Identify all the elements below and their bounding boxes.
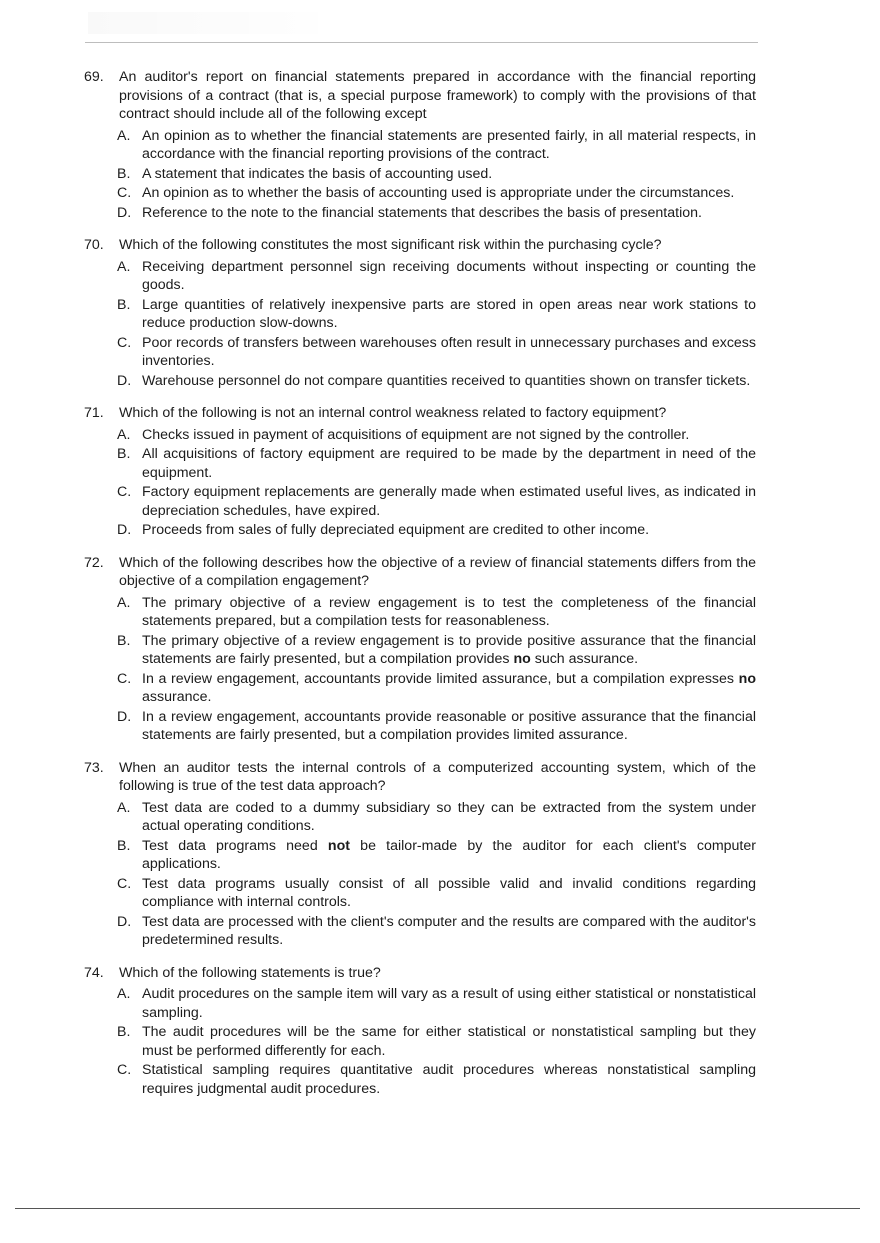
question-number: 74. [84,964,104,981]
option-text: Receiving department personnel sign receiving documents without inspecting or counting the goods. [142,258,756,293]
option-letter: D. [117,522,132,538]
option-a [117,985,756,1022]
option-text: Test data programs usually consist of all possible valid and invalid conditions regarding compliance with internal controls. [142,875,756,910]
option-a [117,258,756,295]
option-letter: A. [117,258,131,275]
option-letter: A. [117,426,131,443]
option-text: The primary objective of a review engagement is to test the completeness of the financial statements prepared, but a compilation tests for reasonableness. [142,594,756,629]
question-71 [84,404,756,540]
option-b [117,632,756,669]
option-text: Proceeds from sales of fully depreciated equipment are credited to other income. [142,522,650,538]
question-number: 73. [84,759,104,776]
option-letter: C. [117,670,132,687]
option-a [117,799,756,836]
option-text: All acquisitions of factory equipment are required to be made by the department in need of the equipment. [142,446,756,481]
option-b [117,296,756,333]
option-text: Checks issued in payment of acquisitions of equipment are not signed by the controller. [142,426,690,443]
option-text: Test data are coded to a dummy subsidiary so they can be extracted from the system under actual operating conditions. [142,799,756,834]
option-d [117,913,756,950]
question-stem: Which of the following constitutes the most significant risk within the purchasing cycle? [119,237,662,253]
option-c [117,875,756,912]
question-74 [84,964,756,1099]
option-letter: D. [117,913,132,930]
question-70 [84,236,756,390]
emphasis-word: not [327,837,350,854]
option-letter: D. [117,204,132,221]
option-letter: C. [117,875,132,892]
option-c [117,334,756,371]
option-b [117,837,756,874]
option-b [117,445,756,482]
header-rule [85,42,758,43]
option-letter: B. [117,1024,131,1040]
emphasis-word: no [513,651,531,667]
option-letter: B. [117,837,131,854]
option-text-part: The primary objective of a review engagement is to provide positive assurance that the financial statements are fairly presented, but a compilation provides [142,632,756,667]
option-a [117,127,756,164]
option-text: Statistical sampling requires quantitative audit procedures whereas nonstatistical sampling requires judgmental audit procedures. [142,1062,756,1097]
option-letter: B. [117,165,131,182]
option-letter: A. [117,594,131,611]
option-letter: D. [117,708,132,725]
question-69 [84,68,756,222]
option-letter: C. [117,484,132,500]
option-letter: C. [117,185,132,201]
emphasis-word: no [738,670,756,687]
option-a [117,594,756,631]
option-text: Reference to the note to the financial statements that describes the basis of presentation. [142,204,702,221]
option-text: The audit procedures will be the same for either statistical or nonstatistical sampling but they must be performed differently for each. [142,1024,756,1059]
option-d [117,521,756,540]
option-letter: A. [117,799,131,816]
footer-rule [15,1208,860,1209]
question-stem: An auditor's report on financial statements prepared in accordance with the financial reporting provisions of a contract (that is, a special purpose framework) to comply with the provisions of that contract should include all of the following except [119,69,756,122]
option-text: Poor records of transfers between warehouses often result in unnecessary purchases and excess inventories. [142,334,756,369]
option-text: Factory equipment replacements are generally made when estimated useful lives, as indicated in depreciation schedules, have expired. [142,484,756,519]
option-letter: A. [117,127,131,144]
option-text-part: assurance. [142,689,212,705]
question-number: 69. [84,69,104,85]
question-stem: Which of the following statements is true? [119,964,381,981]
option-text: A statement that indicates the basis of accounting used. [142,165,493,182]
option-text-part: such assurance. [530,651,639,667]
question-stem: Which of the following is not an internal control weakness related to factory equipment? [119,405,667,421]
option-letter: A. [117,986,131,1002]
option-text: Audit procedures on the sample item will vary as a result of using either statistical or nonstatistical sampling. [142,986,756,1021]
option-letter: B. [117,296,131,313]
option-letter: D. [117,372,132,389]
option-text [142,670,756,707]
option-text [142,632,756,669]
option-text: An opinion as to whether the basis of accounting used is appropriate under the circumstances. [142,185,735,201]
option-c [117,670,756,707]
option-text: In a review engagement, accountants provide reasonable or positive assurance that the financial statements are fairly presented, but a compilation provides limited assurance. [142,708,756,743]
option-letter: B. [117,446,131,462]
option-letter: C. [117,334,132,351]
option-letter: B. [117,632,131,649]
option-b [117,1023,756,1060]
option-text-part: be tailor-made by the auditor for each client's computer applications. [142,837,756,872]
option-d [117,372,756,391]
option-c [117,483,756,520]
option-text: Large quantities of relatively inexpensive parts are stored in open areas near work stations to reduce production slow-downs. [142,296,756,331]
option-d [117,204,756,223]
question-stem: When an auditor tests the internal controls of a computerized accounting system, which of the following is true of the test data approach? [119,759,756,794]
option-b [117,165,756,184]
question-number: 72. [84,554,104,571]
scan-artifact [88,12,318,34]
option-letter: C. [117,1062,132,1078]
question-number: 70. [84,237,104,253]
option-text: An opinion as to whether the financial statements are presented fairly, in all material respects, in accordance with the financial reporting provisions of the contract. [142,127,756,162]
option-text-part: Test data programs need [142,837,328,854]
option-a [117,426,756,445]
option-text: Warehouse personnel do not compare quantities received to quantities shown on transfer tickets. [142,372,751,389]
question-stem: Which of the following describes how the objective of a review of financial statements differs from the objective of a compilation engagement? [119,554,756,589]
option-c [117,184,756,203]
option-d [117,708,756,745]
option-text [142,837,756,874]
question-list [84,68,756,1112]
question-number: 71. [84,405,104,421]
option-text-part: In a review engagement, accountants provide limited assurance, but a compilation expresses [142,670,739,687]
option-c [117,1061,756,1098]
option-text: Test data are processed with the client's computer and the results are compared with the auditor's predetermined results. [142,913,756,948]
question-72 [84,554,756,745]
question-73 [84,759,756,950]
